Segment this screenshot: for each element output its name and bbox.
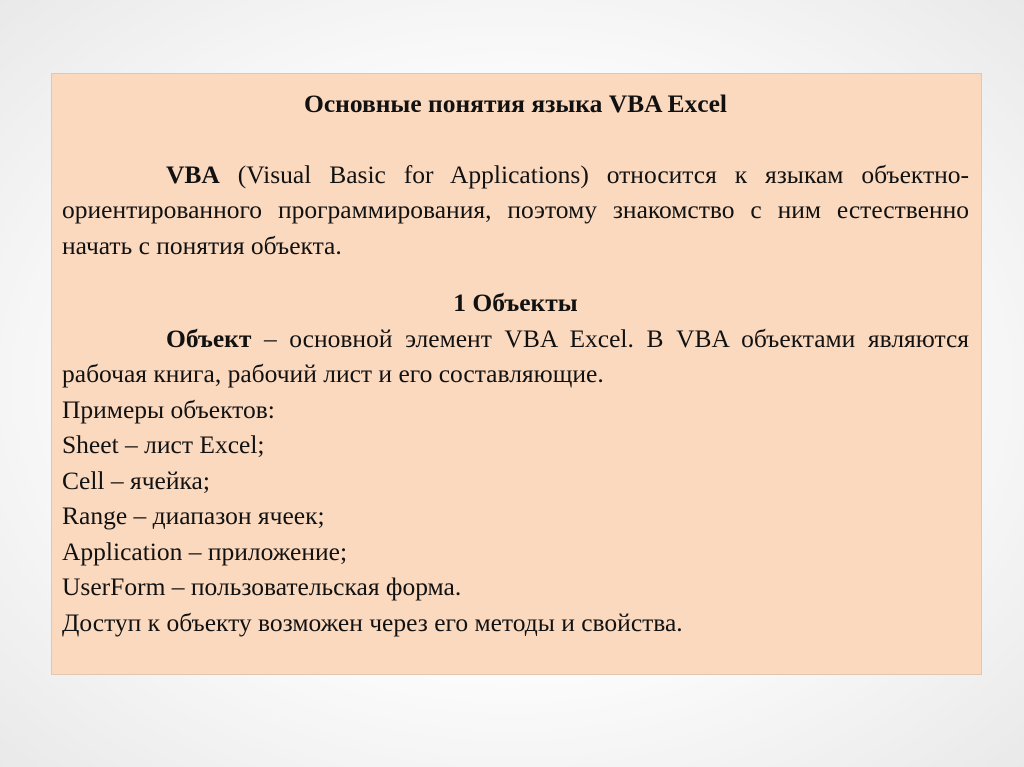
closing-sentence: Доступ к объекту возможен через его методы и свойства.: [62, 607, 683, 637]
example-item: Sheet – лист Excel;: [62, 430, 265, 459]
section-title: 1 Объекты: [453, 288, 578, 317]
spacer: [62, 263, 969, 285]
example-item: UserForm – пользовательская форма.: [62, 572, 462, 601]
intro-paragraph: [62, 157, 969, 264]
content-panel: [51, 73, 982, 675]
definition-paragraph: [62, 321, 969, 392]
spacer: [62, 122, 969, 157]
slide-title: Основные понятия языка VBA Excel: [303, 89, 728, 118]
intro-term: VBA: [166, 159, 220, 189]
definition-text: – основной элемент VBA Excel. В VBA объектами являются рабочая книга, рабочий лист и его составляющие.: [62, 323, 969, 388]
example-item: Application – приложение;: [62, 536, 348, 566]
example-item: Range – диапазон ячеек;: [62, 501, 325, 530]
example-item: Cell – ячейка;: [62, 465, 210, 495]
definition-term: Объект: [166, 323, 252, 353]
intro-text: (Visual Basic for Applications) относится к языкам объектно-ориентированного программирования, поэтому знакомство с ним естественно начать с понятия объекта.: [62, 159, 969, 260]
examples-label: Примеры объектов:: [62, 394, 275, 424]
